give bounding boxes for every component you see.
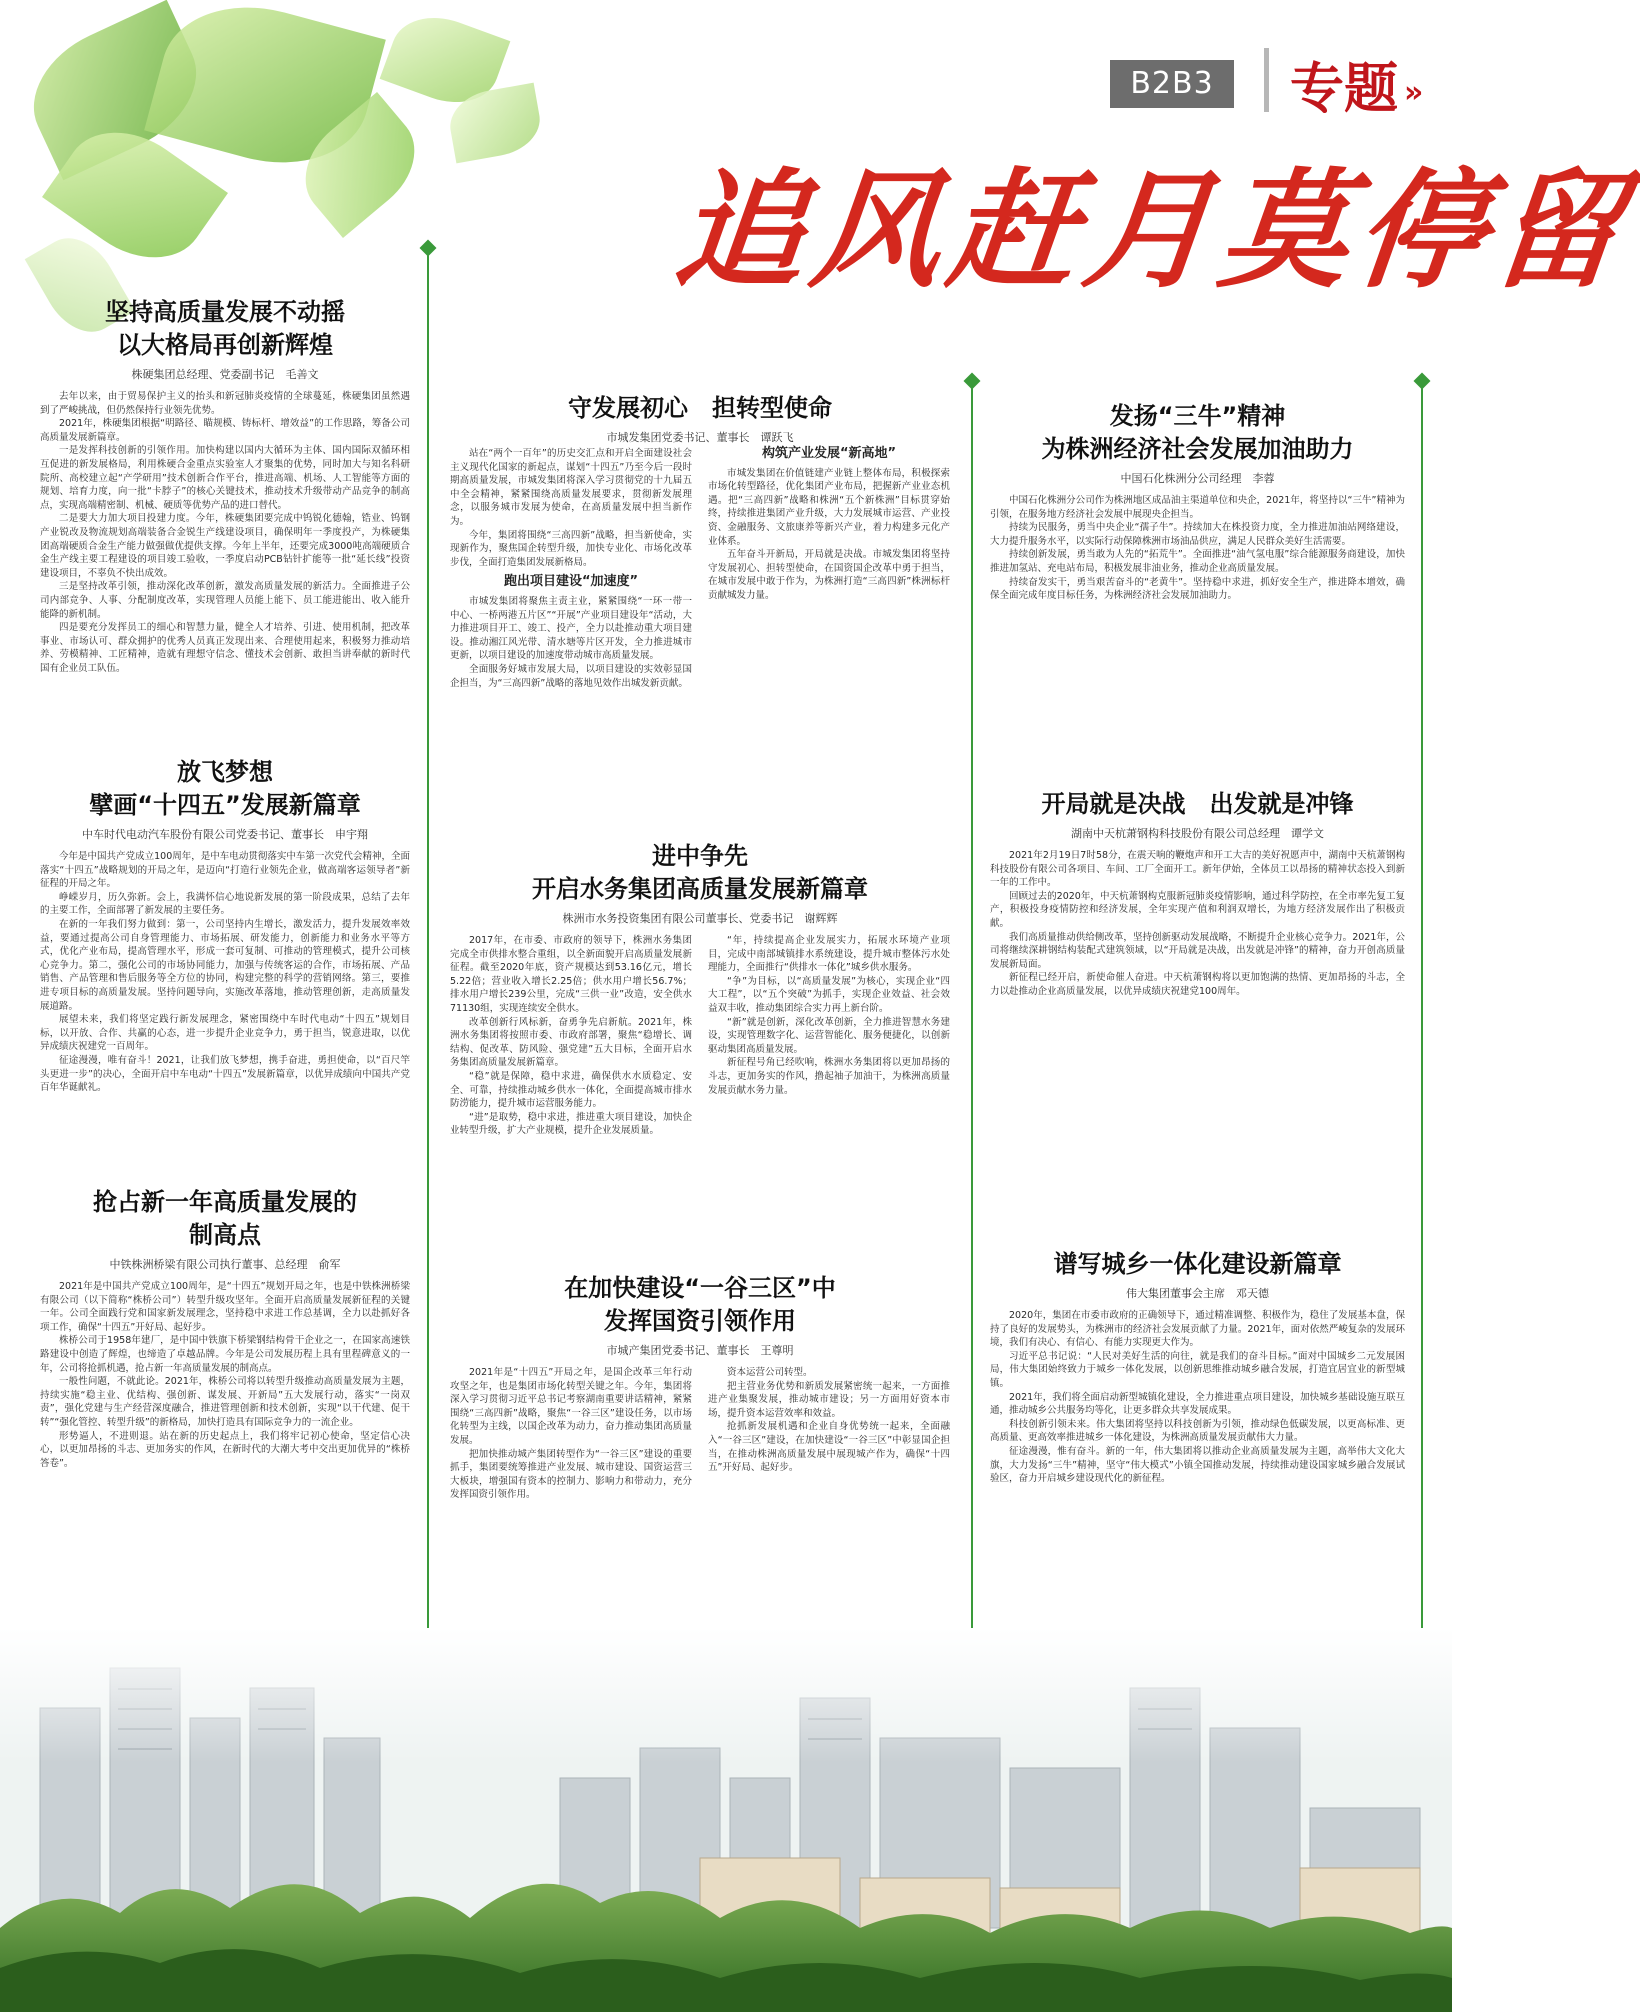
article-byline: 中国石化株洲分公司经理 李蓉 [1120, 472, 1275, 485]
city-skyline-illustration [0, 1628, 1452, 2012]
column-divider [427, 245, 429, 1645]
article-byline: 中车时代电动汽车股份有限公司党委书记、董事长 申宇翔 [82, 828, 368, 841]
article-byline: 株硬集团总经理、党委副书记 毛善文 [131, 368, 319, 381]
article-body-right: “年，持续提高企业发展实力，拓展水环境产业项目，完成中南部城镇排水系统建设，提升城市整体污水处理能力，全面推行“供排水一体化”城乡供水服务。 “争”为目标，以“高质量发展”为核心，实现企业“四大工程”，以“五个突破”为抓手，实现企业效益、社会效益双丰收，推动集团综合实力再上新台阶。 “新”就是创新，深化改革创新，全力推进智慧水务建设，实现管理数字化、运营智能化、服务便捷化，以创新驱动集团高质量发展。 新征程号角已经吹响，株洲水务集团将以更加昂扬的斗志，更加务实的作风，撸起袖子加油干，为株洲高质量发展贡献水务力量。 [708, 935, 950, 1096]
article-title: 放飞梦想 擘画“十四五”发展新篇章 [89, 758, 361, 819]
article-zhongtian [990, 788, 1405, 1239]
article-columns [450, 447, 950, 807]
article-chengfa [450, 392, 950, 807]
article-byline: 中铁株洲桥梁有限公司执行董事、总经理 俞军 [109, 1258, 341, 1271]
banner-title: 追风赶月莫停留 [668, 156, 1637, 306]
section-title: 专题 » [1290, 57, 1424, 120]
header-divider [1264, 48, 1269, 112]
article-title: 守发展初心 担转型使命 [568, 394, 832, 422]
article-byline: 湖南中天杭萧钢构科技股份有限公司总经理 谭学文 [1071, 827, 1324, 840]
article-title: 坚持高质量发展不动摇 以大格局再创新辉煌 [105, 298, 345, 359]
article-byline: 株洲市水务投资集团有限公司董事长、党委书记 谢辉辉 [562, 912, 838, 925]
article-body: 今年是中国共产党成立100周年，是中车电动贯彻落实中车第一次党代会精神，全面落实“十四五”战略规划的开局之年，是迈向“打造行业领先企业，做高端客运领导者”新征程的开局之年。 峥嵘岁月，历久弥新。会上，我满怀信心地说新发展的第一阶段成果，总结了去年的主要工作，全面部署了新发展的主要任务。 在新的一年我们努力做到：第一，公司坚持内生增长，激发活力，提升发展效率效益，要通过提高公司自身管理能力、市场拓展、研发能力，创新能力和业务水平等方式，优化产业布局，提高管理水平，形成一套可复制、可推动的管理模式，提升公司核心竞争力。第二，强化公司的市场协同能力，加强与传统客运的合作，市场拓展、产品销售、产品管理和售后服务等全方位的协同，构建完整的科学的营销网络。第三，要推进专项目标的高质量发展。坚持问题导向，实施改革落地，推动管理创新，走高质量发展道路。 展望未来，我们将坚定践行新发展理念，紧密围绕中车时代电动“十四五”规划目标，以开放、合作、共赢的心态，进一步提升企业竞争力，勇于担当，锐意进取，以优异成绩庆祝建党一百周年。 征途漫漫，唯有奋斗！2021，让我们放飞梦想，携手奋进，勇担使命，以“百尺竿头更进一步”的决心，全面开启中车电动“十四五”发展新篇章，以优异成绩向中国共产党百年华诞献礼。 [40, 851, 410, 1094]
divider-marker [420, 240, 437, 257]
article-subheading: 构筑产业发展“新高地” [761, 446, 897, 461]
article-body-left: 站在“两个一百年”的历史交汇点和开启全面建设社会主义现代化国家的新起点，谋划“十四五”乃至今后一段时期高质量发展，市城发集团将深入学习贯彻党的十九届五中全会精神，紧紧围绕高质量发展要求，贯彻新发展理念，以服务城市发展为使命，在高质量发展中担当新作为。 今年，集团将围绕“三高四新”战略，担当新使命，实现新作为，聚焦国企转型升级，加快专业化、市场化改革步伐，全面打造集团发展新格局。 跑出项目建设“加速度” 市城发集团将聚焦主责主业，紧紧围绕“一环一带一中心、一桥两港五片区”“开展”产业项目建设年“活动，大力推进项目开工、竣工、投产，全力以赴推动重大项目建设。推动湘江风光带、清水塘等片区开发，全力推进城市更新，以项目建设的加速度带动城市高质量发展。 全面服务好城市发展大局，以项目建设的实效彰显国企担当，为“三高四新”战略的落地见效作出城发新贡献。 [450, 448, 692, 689]
article-crrc [40, 756, 410, 1190]
article-columns [450, 1366, 950, 1636]
article-body-left: 2017年，在市委、市政府的领导下，株洲水务集团完成全市供排水整合重组，以全新面貌开启高质量发展新征程。截至2020年底，资产规模达到53.16亿元，增长5.22倍；营业收入增长2.25倍；供水用户增长56.7%；排水用户增长239公里，完成“三供一业”改造，安全供水71130组，实现连续安全供水。 改革创新行风标新，奋勇争先启新航。2021年，株洲水务集团将按照市委、市政府部署，聚焦“稳增长、调结构、促改革、防风险、强党建”五大目标，全面开启水务集团高质量发展新篇章。 “稳”就是保障，稳中求进，确保供水水质稳定、安全、可靠，持续推动城乡供水一体化，全面提高城市排水防涝能力，提升城市运营服务能力。 “进”是取势，稳中求进，推进重大项目建设，加快企业转型升级，扩大产业规模，提升企业发展质量。 [450, 935, 692, 1137]
article-weida [990, 1248, 1405, 1689]
article-bridge [40, 1186, 410, 1620]
column-divider [1421, 378, 1423, 1638]
article-water [450, 840, 950, 1276]
article-body: 2021年2月19日7时58分，在震天响的鞭炮声和开工大吉的美好祝愿声中，湖南中天杭萧钢构科技股份有限公司各项目、车间、工厂全面开工。新年伊始，全体员工以昂扬的精神状态投入到新一年的工作中。 回顾过去的2020年，中天杭萧钢构克服新冠肺炎疫情影响，通过科学防控，在全市率先复工复产，积极投身疫情防控和经济发展，全年实现产值和利润双增长，为地方经济发展作出了积极贡献。 我们高质量推动供给侧改革，坚持创新驱动发展战略，不断提升企业核心竞争力。2021年，公司将继续深耕钢结构装配式建筑领域，以“开局就是决战，出发就是冲锋”的精神，奋力开创高质量发展新局面。 新征程已经开启，新使命催人奋进。中天杭萧钢构将以更加饱满的热情、更加昂扬的斗志，全力以赴推动企业高质量发展，以优异成绩庆祝建党100周年。 [990, 850, 1405, 997]
article-title: 谱写城乡一体化建设新篇章 [1053, 1250, 1342, 1278]
article-title: 开局就是决战 出发就是冲锋 [1041, 790, 1354, 818]
article-body: 去年以来，由于贸易保护主义的抬头和新冠肺炎疫情的全球蔓延，株硬集团虽然遇到了严峻挑战，但仍然保持行业领先优势。 2021年，株硬集团根据“明路径、瞄规模、铸标杆、增效益”的工作思路，筹备公司高质量发展新篇章。 一是发挥科技创新的引领作用。加快构建以国内大循环为主体、国内国际双循环相互促进的新发展格局，利用株硬合金重点实验室人才聚集的优势，同时加大与知名科研院所、高校建立起“产学研用”技术创新合作平台，推进高端、机场、人工智能等方面的规划、培育力度，向一批“卡脖子”的核心关键技术，推动技术升级带动产品竞争的制高点，实现高端精密制、机械、硬质等优势产品的进口替代。 二是要大力加大项目投建力度。今年，株硬集团要完成中钨锐化德翰，锆业、钨钢产业锐改及物流规划高端装备合金锐生产线建设项目，确保明年一季度投产，为株硬集团高端硬质合金生产能力做强做优提供支撑。今年上半年，还要完成3000吨高端硬质合金生产线主要工程建设的项目竣工验收，一季度启动PCB钻针扩能等一批“延长线”投资建设项目，不辜负不快出成效。 三是坚持改革引领，推动深化改革创新，激发高质量发展的新活力。全面推进子公司内部竞争、人事、分配制度改革，实现管理人员能上能下、员工能进能出、收入能升能降的新机制。 四是要充分发挥员工的细心和智慧力量，健全人才培养、引进、使用机制，把改革事业、市场认可、群众拥护的优秀人员真正发现出来、合理使用起来，积极努力推动培养、劳模精神、工匠精神，造就有理想守信念、懂技术会创新、敢担当讲奉献的新时代国有企业员工队伍。 [40, 391, 410, 674]
article-columns [450, 934, 950, 1276]
article-subheading: 跑出项目建设“加速度” [503, 574, 639, 590]
article-sinopec [990, 400, 1405, 794]
arrow-icon: » [1404, 74, 1424, 110]
article-body: 2020年，集团在市委市政府的正确领导下，通过精准调整、积极作为，稳住了发展基本盘，保持了良好的发展势头，为株洲市的经济社会发展贡献了力量。2021年，面对依然严峻复杂的发展环境，我们有决心、有信心、有能力实现更大作为。 习近平总书记说：“人民对美好生活的向往，就是我们的奋斗目标。”面对中国城乡二元发展困局，伟大集团始终致力于城乡一体化发展，以创新思维推动城乡融合发展，打造宜居宜业的新型城镇。 2021年，我们将全面启动新型城镇化建设，全力推进重点项目建设，加快城乡基础设施互联互通，推动城乡公共服务均等化，让更多群众共享发展成果。 科技创新引领未来。伟大集团将坚持以科技创新为引领，推动绿色低碳发展，以更高标准、更高质量、更高效率推进城乡一体化建设，为株洲高质量发展贡献伟大力量。 征途漫漫，惟有奋斗。新的一年，伟大集团将以推动企业高质量发展为主题，高举伟大文化大旗，大力发扬“三牛”精神，坚守“伟大模式”小镇全国推动发展，持续推动建设国家城乡融合发展试验区，奋力开启城乡建设现代化的新征程。 [990, 1310, 1405, 1485]
article-title: 发扬“三牛”精神 为株洲经济社会发展加油助力 [1041, 402, 1354, 463]
article-body-right: 资本运营公司转型。 把主营业务优势和新质发展紧密统一起来，一方面推进产业集聚发展，推动城市建设；另一方面用好资本市场，提升资本运营效率和效益。 抢抓新发展机遇和企业自身优势统一起来，全面融入“一谷三区”建设，在加快建设“一谷三区”中彰显国企担当，在推动株洲高质量发展中展现城产作为，确保“十四五”开好局、起好步。 [708, 1367, 950, 1474]
skyline-svg [0, 1628, 1452, 2012]
article-body: 中国石化株洲分公司作为株洲地区成品油主渠道单位和央企，2021年，将坚持以“三牛”精神为引领，在服务地方经济社会发展中展现央企担当。 持续为民服务，勇当中央企业“孺子牛”。持续加大在株投资力度，全力推进加油站网络建设，大力提升服务水平，以实际行动保障株洲市场油品供应，满足人民群众美好生活需要。 持续创新发展，勇当敢为人先的“拓荒牛”。全面推进“油气氢电服”综合能源服务商建设，加快推进加氢站、充电站布局，积极发展非油业务，推动企业高质量发展。 持续奋发实干，勇当艰苦奋斗的“老黄牛”。坚持稳中求进，抓好安全生产，推进降本增效，确保全面完成年度目标任务，为株洲经济社会发展加油助力。 [990, 495, 1405, 602]
article-body-left: 2021年是“十四五”开局之年，是国企改革三年行动攻坚之年，也是集团市场化转型关键之年。今年，集团将深入学习贯彻习近平总书记考察湖南重要讲话精神，紧紧围绕“三高四新”战略，聚焦“一谷三区”建设任务，以市场化转型为主线，以国企改革为动力，奋力推动集团高质量发展。 把加快推动城产集团转型作为“一谷三区”建设的重要抓手，集团要统筹推进产业发展、城市建设、国资运营三大板块，增强国有资本的控制力、影响力和带动力，充分发挥国资引领作用。 [450, 1367, 692, 1501]
article-chengchan [450, 1272, 950, 1636]
article-body-right: 构筑产业发展“新高地” 市城发集团在价值链建产业链上整体布局，积极探索市场化转型路径，优化集团产业布局，把握新产业业态机遇。把“三高四新”战略和株洲“五个新株洲”目标贯穿始终，持续推进集团产业升级，大力发展城市运营、产业投资、金融服务、文旅康养等新兴产业，着力构建多元化产业体系。 五年奋斗开新局，开局就是决战。市城发集团将坚持守发展初心、担转型使命，在国资国企改革中勇于担当，在城市发展中敢于作为，为株洲打造“三高四新”株洲标杆贡献城发力量。 [708, 446, 950, 601]
article-title: 进中争先 开启水务集团高质量发展新篇章 [532, 842, 868, 903]
divider-marker [1414, 373, 1431, 390]
article-title: 在加快建设“一谷三区”中 发挥国资引领作用 [564, 1274, 836, 1335]
article-byline: 市城发集团党委书记、董事长 谭跃飞 [606, 431, 794, 444]
column-divider [971, 378, 973, 1638]
article-title: 抢占新一年高质量发展的 制高点 [93, 1188, 357, 1249]
article-byline: 伟大集团董事会主席 邓天德 [1126, 1287, 1269, 1300]
article-body: 2021年是中国共产党成立100周年，是“十四五”规划开局之年，也是中铁株洲桥梁有限公司（以下简称“株桥公司”）转型升级攻坚年。全面开启高质量发展新征程的关键一年。公司全面践行党和国家新发展理念，坚持稳中求进工作总基调，全力以赴抓好各项工作，确保“十四五”开好局、起好步。 株桥公司于1958年建厂，是中国中铁旗下桥梁钢结构骨干企业之一，在国家高速铁路建设中创造了辉煌，也缔造了卓越品牌。今年是公司发展历程上具有里程碑意义的一年，公司将抢抓机遇，抢占新一年高质量发展的制高点。 一般性问题，不就此论。2021年，株桥公司将以转型升级推动高质量发展为主题，持续实施“稳主业、优结构、强创新、谋发展、开新局”五大发展行动，落实“一岗双责”，强化党建与生产经营深度融合，推进管理创新和技术创新，实现“以干代建、促干转”“强化管控、转型升级”的新格局，加快打造具有国际竞争力的一流企业。 形势逼人，不进则退。站在新的历史起点上，我们将牢记初心使命，坚定信心决心，以更加昂扬的斗志、更加务实的作风，在新时代的大潮大考中交出更加优异的“株桥答卷”。 [40, 1281, 410, 1469]
article-zhuying [40, 296, 410, 730]
page-code: B2B3 [1110, 60, 1234, 108]
divider-marker [964, 373, 981, 390]
article-byline: 市城产集团党委书记、董事长 王尊明 [606, 1344, 794, 1357]
